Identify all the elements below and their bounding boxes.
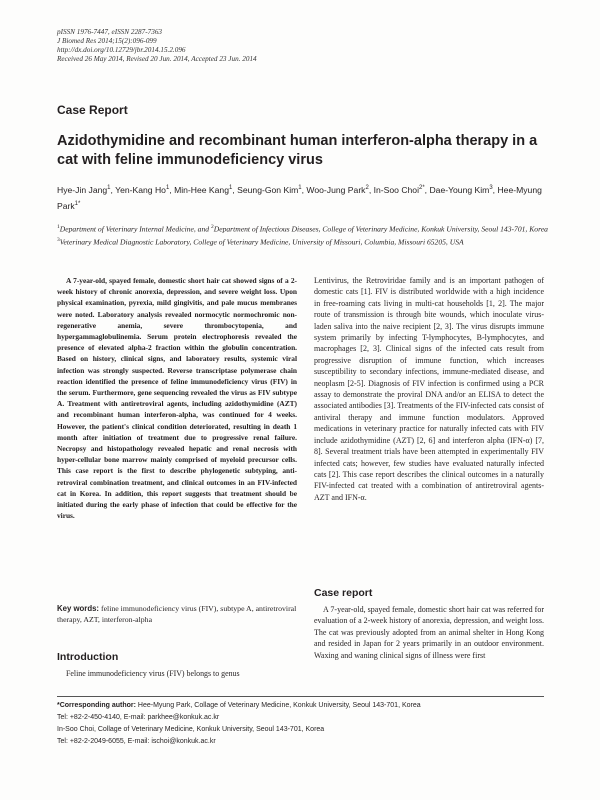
keywords-label: Key words: [57, 604, 100, 613]
author [374, 185, 430, 195]
author-name: Hee-Myung Park [57, 184, 542, 211]
affiliation-1-2 [57, 222, 549, 235]
footnotes [57, 700, 547, 748]
received-dates: Received 26 May 2014, Revised 20 Jun. 2014, Accepted 23 Jun. 2014 [57, 55, 257, 63]
author-name: In-Soo Choi [373, 184, 419, 195]
author-name: Dae-Young Kim [429, 184, 490, 195]
author [115, 185, 174, 195]
author [306, 185, 373, 195]
author-affiliation-marker: 2* [419, 185, 425, 191]
affiliation-2-marker: 2 [210, 224, 214, 230]
affiliation-3-text: Veterinary Medical Diagnostic Laboratory, College of Veterinary Medicine, University of Missouri, Columbia, Missouri 65205, USA [59, 237, 464, 247]
keywords [57, 603, 297, 625]
introduction-continued: Lentivirus, the Retroviridae family and is an important pathogen of domestic cats [1]. FIV is distributed worldwide with a high incidence in free-roaming cats living in multi-cat households [1, 2]. The major route of transmission is through bite wounds, which inoculate virus-laden saliva into the naive recipient [2, 3]. The virus disrupts immune system primarily by infecting T-lymphocytes, B-lymphocytes, and macrophages [2, 3]. Clinical signs of the infected cats result from progressive disruption of immune function, which increases susceptibility to secondary infections, immune-mediated disease, and neoplasm [2-5]. Diagnosis of FIV infection is confirmed using a PCR assay to demonstrate the proviral DNA and/or an ELISA to detect the associated antibodies [3]. Treatments of the FIV-infected cats consist of antiviral therapy and immune function modulators. Approved medications in veterinary practice for naturally infected cats with FIV include azidothymidine (AZT) [2, 6] and interferon alpha (IFN-α) [7, 8]. Several treatment trials have been attempted in experimentally FIV infected cats; however, few studies have evaluated naturally infected cats [2]. This case report describes the clinical outcomes in a naturally FIV-infected cat treated with a combination of antiretroviral agents-AZT and IFN-α. [314, 276, 544, 502]
article-title: Azidothymidine and recombinant human interferon-alpha therapy in a cat with feline immunodeficiency virus [57, 133, 538, 168]
author [174, 185, 237, 195]
doi-link[interactable]: http://dx.doi.org/10.12729/jbr.2014.15.2.096 [57, 46, 186, 54]
footnote-divider [57, 696, 544, 697]
introduction-first-line: Feline immunodeficiency virus (FIV) belongs to genus [66, 669, 240, 678]
corresponding-author-label: *Corresponding author: [57, 702, 136, 709]
keywords-text: feline immunodeficiency virus (FIV), subtype A, antiretroviral therapy, AZT, interferon-alpha [57, 604, 297, 625]
author [57, 185, 115, 195]
corresponding-author [57, 700, 547, 712]
author-separator: , [368, 184, 374, 195]
author-name: Woo-Jung Park [306, 184, 366, 195]
journal-citation: J Biomed Res 2014;15(2):096-099 [57, 37, 157, 45]
author-separator: , [424, 184, 430, 195]
case-report-heading: Case report [314, 587, 373, 599]
author-separator: , [492, 184, 498, 195]
author-list [57, 181, 547, 213]
author-affiliation-marker: 3 [489, 185, 493, 191]
author-name: Yen-Kang Ho [115, 184, 166, 195]
second-author-contact: Tel: +82-2-2049-6055, E-mail: ischoi@konkuk.ac.kr [57, 738, 216, 745]
author-name: Hye-Jin Jang [57, 184, 108, 195]
article-type: Case Report [57, 103, 128, 117]
author-affiliation-marker: 1 [298, 185, 302, 191]
author-separator: , [110, 184, 116, 195]
author-separator: , [232, 184, 238, 195]
author-separator: , [301, 184, 307, 195]
affiliation-3-marker: 3 [57, 237, 60, 244]
author-separator: , [169, 184, 175, 195]
author [429, 185, 497, 195]
affiliation-1-text: Department of Veterinary Internal Medicine, and [59, 224, 211, 234]
affiliations [57, 222, 549, 248]
issn: pISSN 1976-7447, eISSN 2287-7363 [57, 28, 163, 36]
author-affiliation-marker: 1 [107, 185, 111, 191]
second-author-address: In-Soo Choi, Collage of Veterinary Medicine, Konkuk University, Seoul 143-701, Korea [57, 726, 325, 733]
case-report-text: A 7-year-old, spayed female, domestic short hair cat was referred for evaluation of a 2-week history of anorexia, depression, and weight loss. The cat was previously adopted from an animal shelter in Hong Kong and resided in Japan for 2 years primarily in an outdoor environment. Waxing and waning clinical signs of illness were first [314, 605, 544, 660]
author-affiliation-marker: 2 [365, 185, 369, 191]
author-affiliation-marker: 1 [229, 185, 233, 191]
affiliation-3 [57, 235, 549, 248]
affiliation-2-text: Department of Infectious Diseases, College of Veterinary Medicine, Konkuk University, Seoul 143-701, Korea [213, 224, 548, 234]
author-affiliation-marker: 1* [74, 200, 81, 207]
abstract: A 7-year-old, spayed female, domestic short hair cat showed signs of a 2-week history of chronic anorexia, depression, and severe weight loss. Upon physical examination, pyrexia, mild gingivitis, and pale mucus membranes were noted. Laboratory analysis revealed normocytic normochromic non-regenerative anemia, severe thrombocytopenia, and hypergammaglobulinemia. Serum protein electrophoresis revealed the presence of elevated alpha-2 fraction within the globulin concentration. Based on history, clinical signs, and laboratory results, systemic viral infection was strongly suspected. Reverse transcriptase polymerase chain reaction identified the presence of feline immunodeficiency virus (FIV) in the serum. Furthermore, gene sequencing revealed the virus as FIV subtype A. Treatment with antiretroviral agents, including azidothymidine (AZT) and recombinant human interferon-alpha, was continued for 4 weeks. However, the patient's clinical condition deteriorated, resulting in death 1 month after initiation of treatment due to progressive renal failure. Necropsy and histopathology revealed hepatic and renal necrosis with hyper-cellular bone marrow mainly comprised of myeloid precursor cells. This case report is the first to describe phylogenetic subtyping, anti-retroviral combination treatment, and clinical outcomes in an FIV-infected cat in Korea. In addition, this report suggests that treatment should be initiated during the early phase of infection that could be effective for the virus. [57, 276, 297, 521]
corresponding-author-contact: Tel: +82-2-450-4140, E-mail: parkhee@konkuk.ac.kr [57, 714, 220, 721]
author [237, 185, 306, 195]
author-name: Min-Hee Kang [174, 184, 229, 195]
journal-metadata [57, 28, 457, 64]
author-affiliation-marker: 1 [165, 185, 170, 191]
introduction-heading: Introduction [57, 651, 119, 663]
corresponding-author-text: Hee-Myung Park, Collage of Veterinary Medicine, Konkuk University, Seoul 143-701, Korea [135, 702, 421, 709]
author-name: Seung-Gon Kim [237, 184, 299, 195]
affiliation-1-marker: 1 [57, 224, 60, 230]
